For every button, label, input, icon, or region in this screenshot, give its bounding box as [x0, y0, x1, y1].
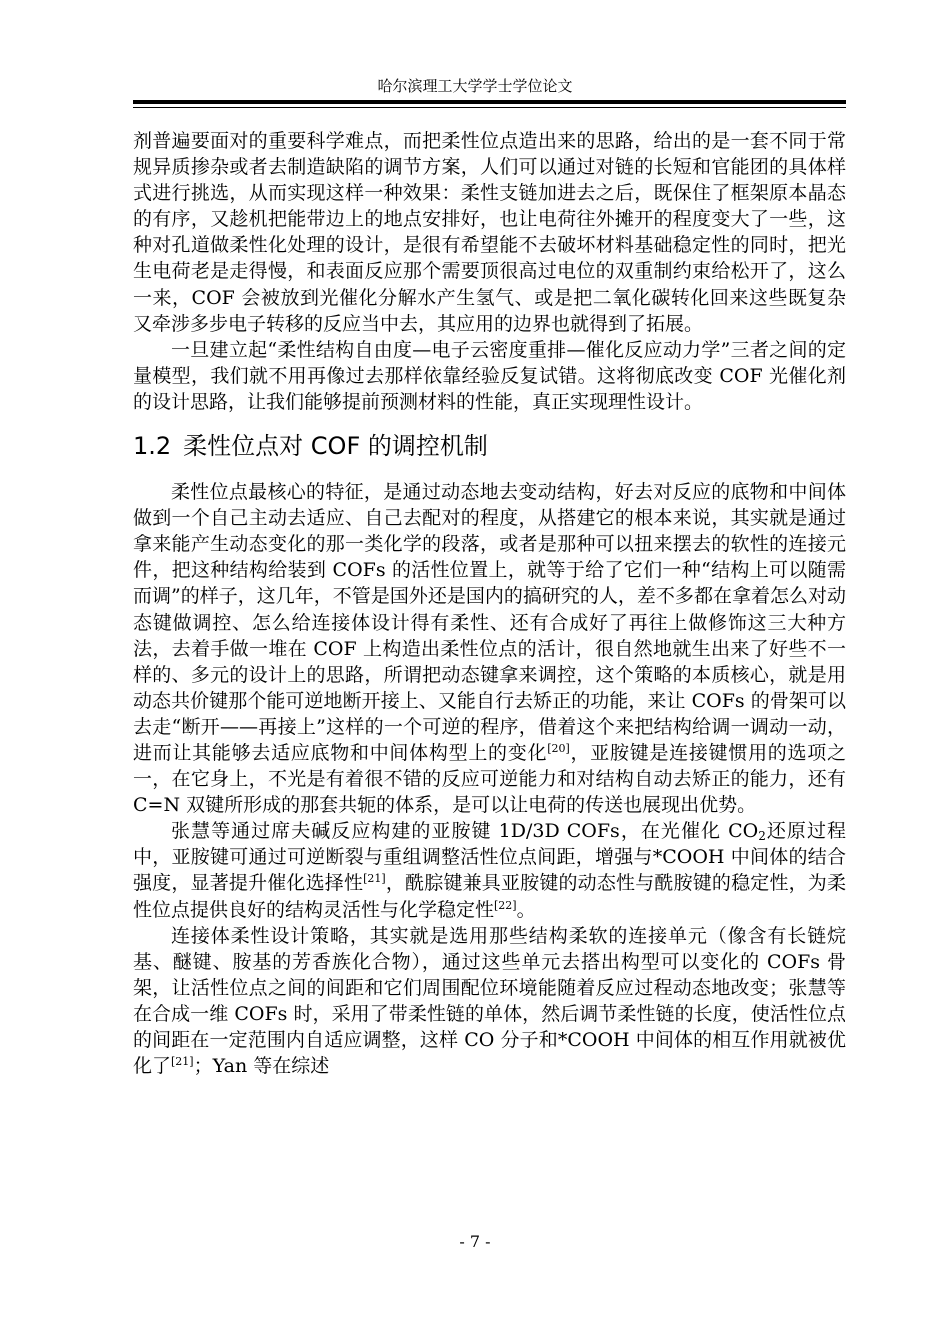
paragraph-continued: 剂普遍要面对的重要科学难点，而把柔性位点造出来的思路，给出的是一套不同于常规异质掺杂或者去制造缺陷的调节方案，人们可以通过对链的长短和官能团的具体样式进行挑选，从而实现这样一种效果：柔性支链加进去之后，既保住了框架原本晶态的有序，又趁机把能带边上的地点安排好，也让电荷往外摊开的程度变大了一些，这种对孔道做柔性化处理的设计，是很有希望能不去破坏材料基础稳定性的同时，把光生电荷老是走得慢，和表面反应那个需要顶很高过电位的双重制约束给松开了，这么一来，COF 会被放到光催化分解水产生氢气、或是把二氧化碳转化回来这些既复杂又牵涉多步电子转移的反应当中去，其应用的边界也就得到了拓展。	[133, 130, 846, 335]
paragraph-text: 柔性位点最核心的特征，是通过动态地去变动结构，好去对反应的底物和中间体做到一个自己主动去适应、自己去配对的程度，从搭建它的根本来说，其实就是通过拿来能产生动态变化的那一类化学的段落，或者是那种可以扭来摆去的软性的连接元件，把这种结构给装到 COFs 的活性位置上，就等于给了它们一种“结构上可以随需而调”的样子，这几年，不管是国外还是国内的搞研究的人，差不多都在拿着怎么对动态键做调控、怎么给连接体设计得有柔性、还有合成好了再往上做修饰这三大种方法，去着手做一堆在 COF 上构造出柔性位点的活计，很自然地就生出来了好些不一样的、多元的设计上的思路，所谓把动态键拿来调控，这个策略的本质核心，就是用动态共价键那个能可逆地断开接上、又能自行去矫正的功能，来让 COFs 的骨架可以去走“断开——再接上”这样的一个可逆的程序，借着这个来把结构给调一调动一动，进而让其能够去适应底物和中间体构型上的变化	[133, 481, 846, 764]
header-rule-thin	[133, 107, 846, 108]
paragraph-text: ，亚胺键是连接键惯用的选项之一，在它身上，不光是有着很不错的反应可逆能力和对结构自动去矫正的能力，还有 C=N 双键所形成的那套共轭的体系，是可以让电荷的传送也展现出优势。	[133, 741, 846, 817]
paragraph	[133, 479, 846, 818]
citation: [22]	[494, 898, 517, 912]
paragraph-text: ；Yan 等在综述	[193, 1055, 330, 1078]
header-rule-thick	[133, 100, 846, 104]
paragraph-text: 张慧等通过席夫碱反应构建的亚胺键 1D/3D COFs，在光催化 CO	[171, 820, 759, 843]
section-title: 柔性位点对 COF 的调控机制	[183, 432, 488, 461]
section-heading	[133, 429, 846, 463]
paragraph: 一旦建立起“柔性结构自由度—电子云密度重排—催化反应动力学”三者之间的定量模型，我们就不用再像过去那样依靠经验反复试错。这将彻底改变 COF 光催化剂的设计思路，让我们能够提前预测材料的性能，真正实现理性设计。	[133, 338, 846, 413]
paragraph	[133, 923, 846, 1080]
page-body	[133, 128, 846, 1079]
paragraph-text: 还原过程中，亚胺键可通过可逆断裂与重组调整活性位点间距，增强与*COOH 中间体的结合强度，显著提升催化选择性	[133, 820, 846, 895]
subscript: 2	[758, 829, 766, 844]
citation: [21]	[171, 1055, 194, 1069]
section-number: 1.2	[133, 432, 172, 461]
paragraph-text: ，酰腙键兼具亚胺键的动态性与酰胺键的稳定性，为柔性位点提供良好的结构灵活性与化学稳定性	[133, 872, 846, 921]
page-number: - 7 -	[459, 1232, 491, 1251]
paragraph	[133, 818, 846, 922]
running-header: 哈尔滨理工大学学士学位论文	[377, 77, 573, 95]
citation: [21]	[363, 872, 386, 886]
paragraph-text: 。	[516, 898, 536, 921]
paragraph-text: 连接体柔性设计策略，其实就是选用那些结构柔软的连接单元（像含有长链烷基、醚键、胺基的芳香族化合物），通过这些单元去搭出构型可以变化的 COFs 骨架，让活性位点之间的间距和它们周围配位环境能随着反应过程动态地改变；张慧等在合成一维 COFs 时，采用了带柔性链的单体，然后调节柔性链的长度，使活性位点的间距在一定范围内自适应调整，这样 CO 分子和*COOH 中间体的相互作用就被优化了	[133, 924, 846, 1078]
citation: [20]	[547, 741, 570, 755]
